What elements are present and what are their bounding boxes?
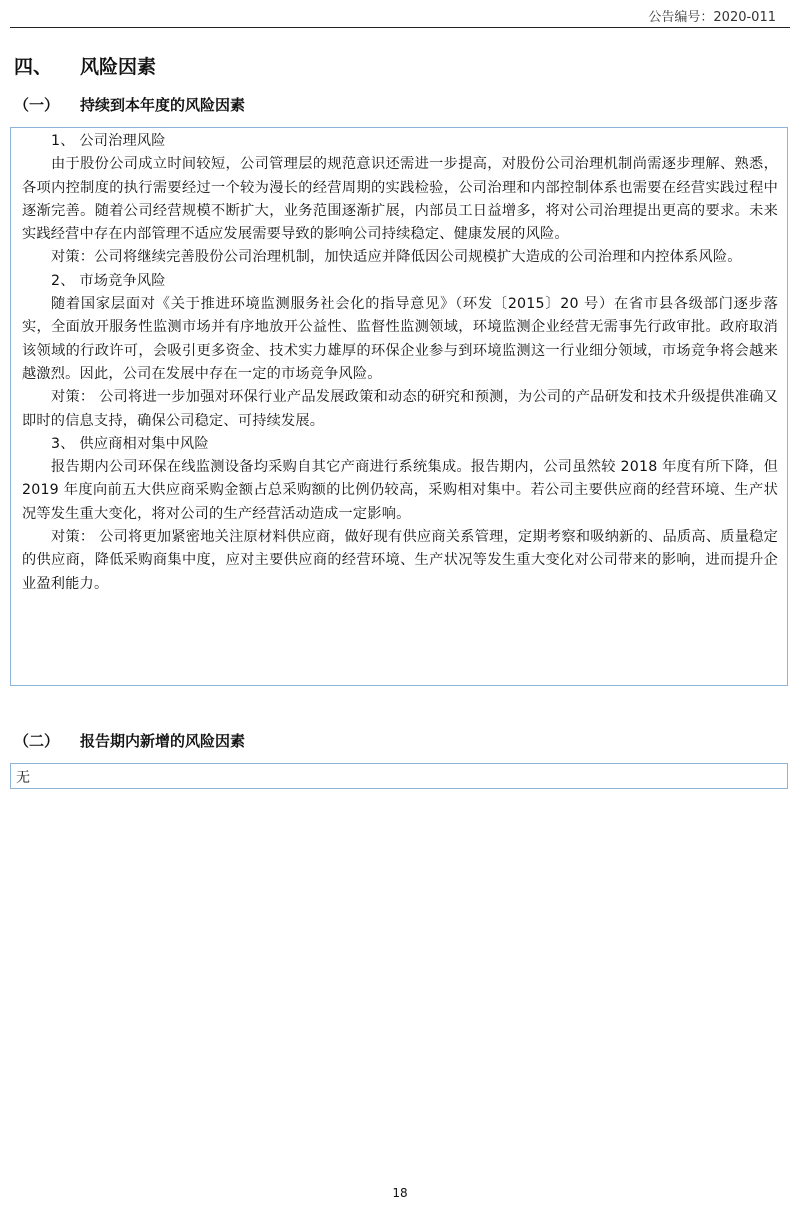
risk-content [22,130,778,596]
subsection-title-1: 持续到本年度的风险因素 [80,96,246,114]
subsection-number-1: （一） [14,96,60,114]
paragraph: 对策：公司将继续完善股份公司治理机制，加快适应并降低因公司规模扩大造成的公司治理和内控体系风险。 [51,249,742,266]
subsection-number-2: （二） [14,732,60,750]
subsection-heading-1 [14,94,245,115]
paragraph-heading-supplier: 3、 供应商相对集中风险 [51,435,209,452]
header-divider [10,27,790,28]
subsection-heading-2 [14,730,245,751]
paragraph-heading-governance: 1、 公司治理风险 [51,133,166,149]
section-number: 四、 [14,56,53,78]
paragraph: 由于股份公司成立时间较短，公司管理层的规范意识还需进一步提高，对股份公司治理机制尚需逐步理解、熟悉，各项内控制度的执行需要经过一个较为漫长的经营周期的实践检验，公司治理和内部控制体系也需要在经营实践过程中逐渐完善。随着公司经营规模不断扩大，业务范围逐渐扩展，内部员工日益增多，将对公司治理提出更高的要求。未来实践经营中存在内部管理不适应发展需要导致的影响公司持续稳定、健康发展的风险。 [22,156,778,243]
new-risk-box [10,763,788,789]
paragraph: 对策： 公司将更加紧密地关注原材料供应商，做好现有供应商关系管理，定期考察和吸纳新的、品质高、质量稳定的供应商，降低采购商集中度，应对主要供应商的经营环境、生产状况等发生重大变化对公司带来的影响，进而提升企业盈利能力。 [22,529,778,592]
subsection-title-2: 报告期内新增的风险因素 [80,732,246,750]
section-heading [14,52,156,79]
announcement-code: 公告编号：2020-011 [648,10,776,25]
paragraph: 报告期内公司环保在线监测设备均采购自其它产商进行系统集成。报告期内，公司虽然较 2018 年度有所下降，但 2019 年度向前五大供应商采购金额占总采购额的比例仍较高，采购相对集中。若公司主要供应商的经营环境、生产状况等发生重大变化，将对公司的生产经营活动造成一定影响。 [22,459,778,522]
paragraph-heading-competition: 2、 市场竞争风险 [51,272,166,289]
paragraph: 随着国家层面对《关于推进环境监测服务社会化的指导意见》（环发〔2015〕20 号）在省市县各级部门逐步落实，全面放开服务性监测市场并有序地放开公益性、监督性监测领域，环境监测企业经营无需事先行政审批。政府取消该领域的行政许可，会吸引更多资金、技术实力雄厚的环保企业参与到环境监测这一行业细分领域，市场竞争将会越来越激烈。因此，公司在发展中存在一定的市场竞争风险。 [22,296,778,382]
page-number: 18 [392,1186,408,1200]
section-title: 风险因素 [80,56,157,78]
new-risk-content: 无 [16,770,30,786]
paragraph: 对策： 公司将进一步加强对环保行业产品发展政策和动态的研究和预测，为公司的产品研发和技术升级提供准确又即时的信息支持，确保公司稳定、可持续发展。 [22,389,778,429]
